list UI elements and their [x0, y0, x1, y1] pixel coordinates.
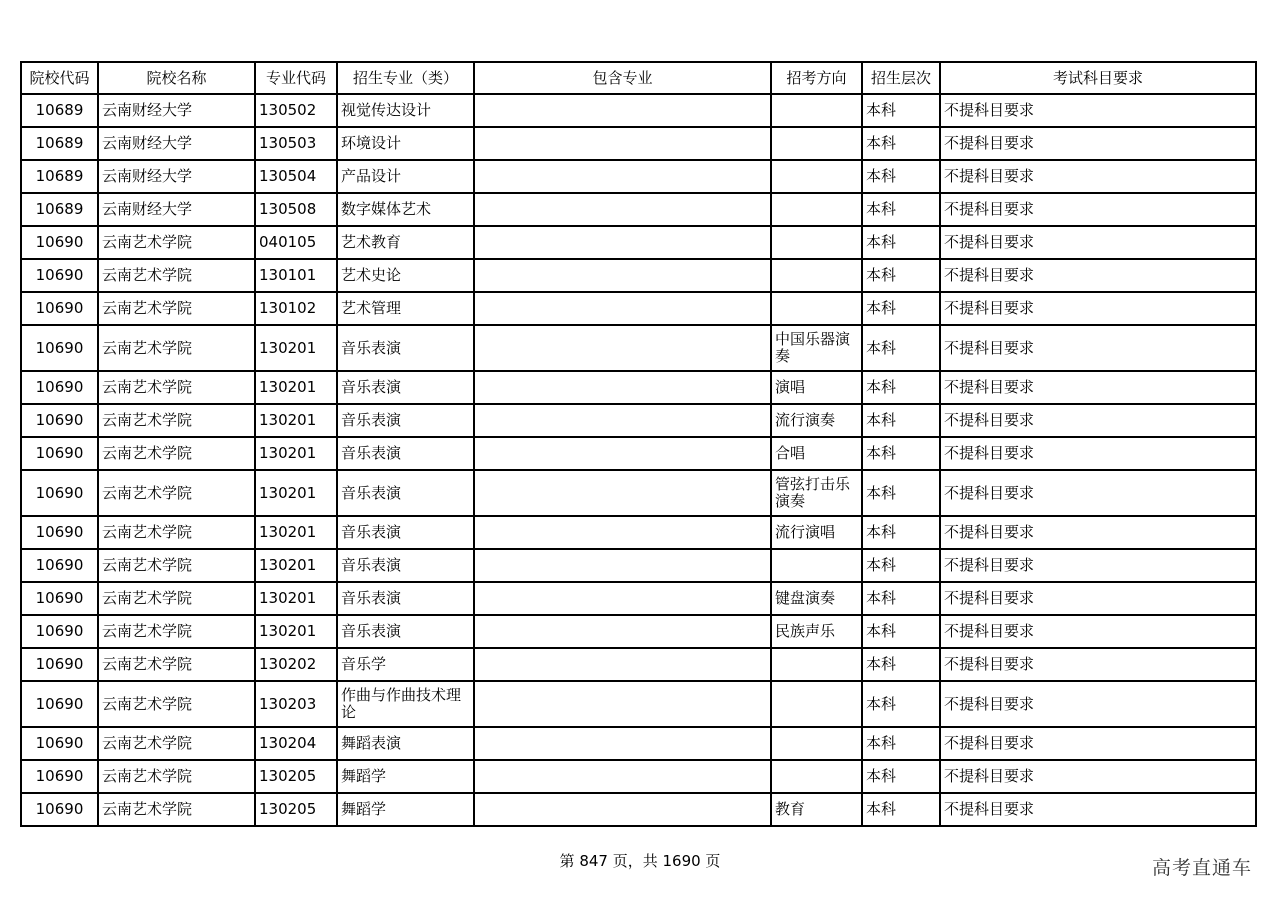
- table-row: [21, 727, 1256, 760]
- cell-level: 本科: [862, 615, 940, 648]
- cell-subject-requirement: 不提科目要求: [940, 681, 1256, 727]
- cell-major-name: 舞蹈学: [337, 760, 474, 793]
- cell-included-majors: [474, 615, 771, 648]
- cell-school-code: 10690: [21, 727, 98, 760]
- cell-school-name: 云南艺术学院: [98, 470, 255, 516]
- table-row: [21, 292, 1256, 325]
- cell-included-majors: [474, 160, 771, 193]
- cell-subject-requirement: 不提科目要求: [940, 226, 1256, 259]
- cell-level: 本科: [862, 325, 940, 371]
- cell-school-code: 10690: [21, 371, 98, 404]
- cell-school-code: 10690: [21, 437, 98, 470]
- cell-level: 本科: [862, 470, 940, 516]
- cell-major-name: 环境设计: [337, 127, 474, 160]
- cell-included-majors: [474, 292, 771, 325]
- cell-included-majors: [474, 226, 771, 259]
- cell-school-name: 云南艺术学院: [98, 681, 255, 727]
- cell-level: 本科: [862, 549, 940, 582]
- cell-major-name: 视觉传达设计: [337, 94, 474, 127]
- cell-major-code: 130503: [255, 127, 337, 160]
- cell-major-code: 130201: [255, 437, 337, 470]
- cell-school-name: 云南艺术学院: [98, 325, 255, 371]
- cell-direction: [771, 226, 862, 259]
- cell-school-name: 云南艺术学院: [98, 437, 255, 470]
- cell-subject-requirement: 不提科目要求: [940, 760, 1256, 793]
- cell-direction: [771, 259, 862, 292]
- cell-subject-requirement: 不提科目要求: [940, 727, 1256, 760]
- cell-subject-requirement: 不提科目要求: [940, 615, 1256, 648]
- cell-major-name: 音乐表演: [337, 470, 474, 516]
- cell-school-name: 云南艺术学院: [98, 226, 255, 259]
- header-major-name: 招生专业（类）: [337, 62, 474, 94]
- cell-school-code: 10690: [21, 226, 98, 259]
- cell-school-name: 云南财经大学: [98, 94, 255, 127]
- cell-direction: [771, 760, 862, 793]
- cell-direction: 民族声乐: [771, 615, 862, 648]
- cell-school-code: 10689: [21, 193, 98, 226]
- table-row: [21, 793, 1256, 826]
- cell-major-name: 产品设计: [337, 160, 474, 193]
- cell-included-majors: [474, 727, 771, 760]
- cell-major-code: 130201: [255, 549, 337, 582]
- cell-subject-requirement: 不提科目要求: [940, 516, 1256, 549]
- cell-subject-requirement: 不提科目要求: [940, 193, 1256, 226]
- cell-included-majors: [474, 582, 771, 615]
- cell-direction: 流行演唱: [771, 516, 862, 549]
- cell-included-majors: [474, 470, 771, 516]
- cell-included-majors: [474, 648, 771, 681]
- cell-major-code: 130504: [255, 160, 337, 193]
- cell-school-name: 云南艺术学院: [98, 371, 255, 404]
- cell-level: 本科: [862, 404, 940, 437]
- cell-included-majors: [474, 259, 771, 292]
- cell-school-name: 云南艺术学院: [98, 549, 255, 582]
- table-row: [21, 325, 1256, 371]
- cell-included-majors: [474, 193, 771, 226]
- cell-level: 本科: [862, 127, 940, 160]
- cell-major-name: 舞蹈学: [337, 793, 474, 826]
- cell-direction: [771, 549, 862, 582]
- cell-school-code: 10690: [21, 259, 98, 292]
- cell-direction: [771, 727, 862, 760]
- cell-school-name: 云南财经大学: [98, 127, 255, 160]
- cell-major-code: 130201: [255, 470, 337, 516]
- table-row: [21, 127, 1256, 160]
- header-school-code: 院校代码: [21, 62, 98, 94]
- page-number: 第 847 页，共 1690 页: [559, 852, 721, 870]
- table-body: [21, 94, 1256, 826]
- cell-subject-requirement: 不提科目要求: [940, 371, 1256, 404]
- cell-school-name: 云南艺术学院: [98, 793, 255, 826]
- cell-direction: [771, 681, 862, 727]
- cell-subject-requirement: 不提科目要求: [940, 470, 1256, 516]
- cell-level: 本科: [862, 681, 940, 727]
- cell-major-code: 130205: [255, 793, 337, 826]
- cell-level: 本科: [862, 437, 940, 470]
- cell-level: 本科: [862, 259, 940, 292]
- cell-level: 本科: [862, 648, 940, 681]
- cell-level: 本科: [862, 727, 940, 760]
- cell-direction: 中国乐器演奏: [771, 325, 862, 371]
- cell-subject-requirement: 不提科目要求: [940, 94, 1256, 127]
- table-row: [21, 681, 1256, 727]
- header-school-name: 院校名称: [98, 62, 255, 94]
- cell-level: 本科: [862, 94, 940, 127]
- cell-school-name: 云南艺术学院: [98, 727, 255, 760]
- cell-direction: 管弦打击乐演奏: [771, 470, 862, 516]
- cell-included-majors: [474, 404, 771, 437]
- table-row: [21, 94, 1256, 127]
- cell-level: 本科: [862, 193, 940, 226]
- cell-included-majors: [474, 760, 771, 793]
- cell-major-name: 舞蹈表演: [337, 727, 474, 760]
- cell-major-name: 音乐表演: [337, 615, 474, 648]
- cell-school-code: 10689: [21, 94, 98, 127]
- table-row: [21, 226, 1256, 259]
- cell-direction: [771, 94, 862, 127]
- cell-major-code: 130101: [255, 259, 337, 292]
- cell-school-name: 云南艺术学院: [98, 648, 255, 681]
- cell-subject-requirement: 不提科目要求: [940, 127, 1256, 160]
- cell-direction: [771, 292, 862, 325]
- cell-level: 本科: [862, 793, 940, 826]
- cell-subject-requirement: 不提科目要求: [940, 325, 1256, 371]
- table-row: [21, 615, 1256, 648]
- cell-major-code: 130201: [255, 404, 337, 437]
- cell-school-code: 10690: [21, 516, 98, 549]
- cell-level: 本科: [862, 226, 940, 259]
- cell-major-code: 130201: [255, 325, 337, 371]
- cell-school-name: 云南艺术学院: [98, 582, 255, 615]
- cell-direction: [771, 127, 862, 160]
- cell-school-code: 10690: [21, 470, 98, 516]
- cell-major-code: 130204: [255, 727, 337, 760]
- cell-school-code: 10690: [21, 760, 98, 793]
- cell-included-majors: [474, 681, 771, 727]
- header-direction: 招考方向: [771, 62, 862, 94]
- cell-major-code: 130201: [255, 615, 337, 648]
- cell-school-code: 10690: [21, 549, 98, 582]
- table-row: [21, 516, 1256, 549]
- cell-direction: 合唱: [771, 437, 862, 470]
- cell-subject-requirement: 不提科目要求: [940, 404, 1256, 437]
- cell-major-code: 130502: [255, 94, 337, 127]
- table-row: [21, 582, 1256, 615]
- header-row: [21, 62, 1256, 94]
- cell-major-name: 音乐表演: [337, 325, 474, 371]
- cell-subject-requirement: 不提科目要求: [940, 160, 1256, 193]
- watermark: 高考直通车: [1151, 857, 1252, 879]
- cell-school-name: 云南艺术学院: [98, 516, 255, 549]
- cell-major-code: 130202: [255, 648, 337, 681]
- cell-included-majors: [474, 325, 771, 371]
- cell-direction: [771, 193, 862, 226]
- cell-level: 本科: [862, 516, 940, 549]
- cell-major-name: 数字媒体艺术: [337, 193, 474, 226]
- header-subject-requirement: 考试科目要求: [940, 62, 1256, 94]
- cell-school-name: 云南艺术学院: [98, 259, 255, 292]
- cell-direction: 流行演奏: [771, 404, 862, 437]
- table-row: [21, 160, 1256, 193]
- table-row: [21, 470, 1256, 516]
- header-level: 招生层次: [862, 62, 940, 94]
- cell-major-name: 音乐学: [337, 648, 474, 681]
- cell-level: 本科: [862, 582, 940, 615]
- cell-level: 本科: [862, 292, 940, 325]
- cell-level: 本科: [862, 760, 940, 793]
- cell-school-name: 云南财经大学: [98, 160, 255, 193]
- cell-major-name: 作曲与作曲技术理论: [337, 681, 474, 727]
- cell-included-majors: [474, 437, 771, 470]
- cell-level: 本科: [862, 371, 940, 404]
- cell-major-code: 130201: [255, 516, 337, 549]
- cell-major-code: 040105: [255, 226, 337, 259]
- table-row: [21, 648, 1256, 681]
- cell-school-name: 云南艺术学院: [98, 404, 255, 437]
- cell-major-name: 艺术教育: [337, 226, 474, 259]
- cell-included-majors: [474, 371, 771, 404]
- cell-major-name: 音乐表演: [337, 404, 474, 437]
- cell-school-code: 10689: [21, 160, 98, 193]
- cell-major-name: 音乐表演: [337, 516, 474, 549]
- cell-subject-requirement: 不提科目要求: [940, 259, 1256, 292]
- cell-school-code: 10690: [21, 582, 98, 615]
- cell-direction: 演唱: [771, 371, 862, 404]
- cell-direction: 键盘演奏: [771, 582, 862, 615]
- cell-major-name: 音乐表演: [337, 437, 474, 470]
- cell-major-name: 音乐表演: [337, 371, 474, 404]
- cell-major-code: 130508: [255, 193, 337, 226]
- cell-school-code: 10690: [21, 615, 98, 648]
- cell-included-majors: [474, 94, 771, 127]
- cell-school-name: 云南艺术学院: [98, 760, 255, 793]
- cell-major-name: 艺术史论: [337, 259, 474, 292]
- cell-included-majors: [474, 549, 771, 582]
- cell-included-majors: [474, 127, 771, 160]
- cell-major-code: 130203: [255, 681, 337, 727]
- cell-school-name: 云南财经大学: [98, 193, 255, 226]
- cell-included-majors: [474, 516, 771, 549]
- cell-school-name: 云南艺术学院: [98, 615, 255, 648]
- table-row: [21, 404, 1256, 437]
- cell-subject-requirement: 不提科目要求: [940, 793, 1256, 826]
- cell-major-code: 130205: [255, 760, 337, 793]
- cell-major-code: 130201: [255, 582, 337, 615]
- table-row: [21, 371, 1256, 404]
- cell-school-name: 云南艺术学院: [98, 292, 255, 325]
- cell-subject-requirement: 不提科目要求: [940, 648, 1256, 681]
- table-row: [21, 437, 1256, 470]
- cell-subject-requirement: 不提科目要求: [940, 582, 1256, 615]
- cell-direction: [771, 648, 862, 681]
- cell-level: 本科: [862, 160, 940, 193]
- cell-school-code: 10690: [21, 404, 98, 437]
- header-major-code: 专业代码: [255, 62, 337, 94]
- cell-school-code: 10689: [21, 127, 98, 160]
- cell-major-name: 艺术管理: [337, 292, 474, 325]
- cell-major-code: 130201: [255, 371, 337, 404]
- cell-subject-requirement: 不提科目要求: [940, 292, 1256, 325]
- cell-major-code: 130102: [255, 292, 337, 325]
- cell-school-code: 10690: [21, 325, 98, 371]
- cell-school-code: 10690: [21, 793, 98, 826]
- cell-school-code: 10690: [21, 292, 98, 325]
- table-header: [21, 62, 1256, 94]
- major-table: [20, 61, 1257, 827]
- cell-subject-requirement: 不提科目要求: [940, 437, 1256, 470]
- cell-major-name: 音乐表演: [337, 549, 474, 582]
- table-row: [21, 760, 1256, 793]
- cell-direction: [771, 160, 862, 193]
- cell-included-majors: [474, 793, 771, 826]
- cell-direction: 教育: [771, 793, 862, 826]
- cell-major-name: 音乐表演: [337, 582, 474, 615]
- cell-school-code: 10690: [21, 648, 98, 681]
- cell-subject-requirement: 不提科目要求: [940, 549, 1256, 582]
- table-row: [21, 549, 1256, 582]
- table-row: [21, 259, 1256, 292]
- cell-school-code: 10690: [21, 681, 98, 727]
- table-row: [21, 193, 1256, 226]
- header-included-majors: 包含专业: [474, 62, 771, 94]
